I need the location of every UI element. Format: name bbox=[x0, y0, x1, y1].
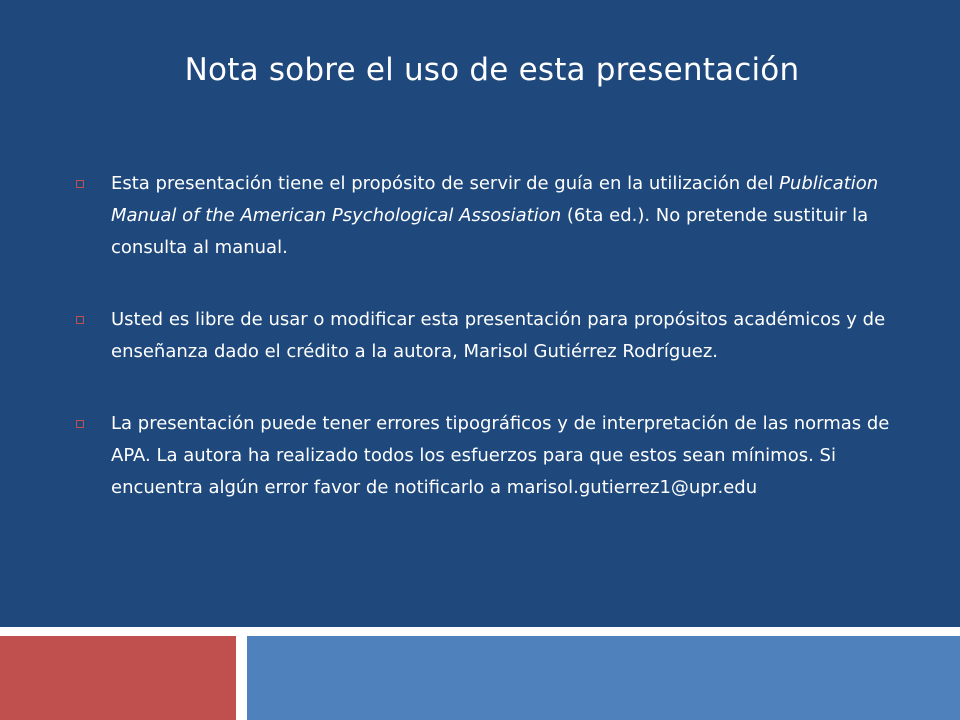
slide-title: Nota sobre el uso de esta presentación bbox=[184, 52, 800, 88]
hollow-square-bullet-icon bbox=[76, 316, 84, 324]
bullet-text-continued: (6ta ed.). No pretende sustituir la consulta al manual. bbox=[111, 205, 869, 258]
hollow-square-bullet-icon bbox=[76, 420, 84, 428]
hollow-square-bullet-icon bbox=[76, 180, 84, 188]
bullet-text: Esta presentación tiene el propósito de servir de guía en la utilización del bbox=[111, 173, 780, 194]
footer-accent-blue bbox=[247, 636, 960, 720]
bullet-item-usage bbox=[76, 304, 896, 368]
bullet-text: Usted es libre de usar o modificar esta presentación para propósitos académicos y de enseñanza dado el crédito a la autora, Marisol Gutiérrez Rodríguez. bbox=[111, 309, 886, 362]
bullet-text: La presentación puede tener errores tipográficos y de interpretación de las normas de APA. La autora ha realizado todos los esfuerzos para que estos sean mínimos. Si encuentra algún error favor de notificarlo a bbox=[111, 413, 890, 498]
bullet-item-errors bbox=[76, 408, 896, 504]
manual-title: Publication Manual of the American Psychological Assosiation bbox=[111, 173, 879, 226]
footer-accent-red bbox=[0, 636, 236, 720]
bullet-item-purpose bbox=[76, 168, 896, 264]
contact-email[interactable]: marisol.gutierrez1@upr.edu bbox=[506, 477, 758, 498]
bullet-list bbox=[76, 168, 896, 544]
